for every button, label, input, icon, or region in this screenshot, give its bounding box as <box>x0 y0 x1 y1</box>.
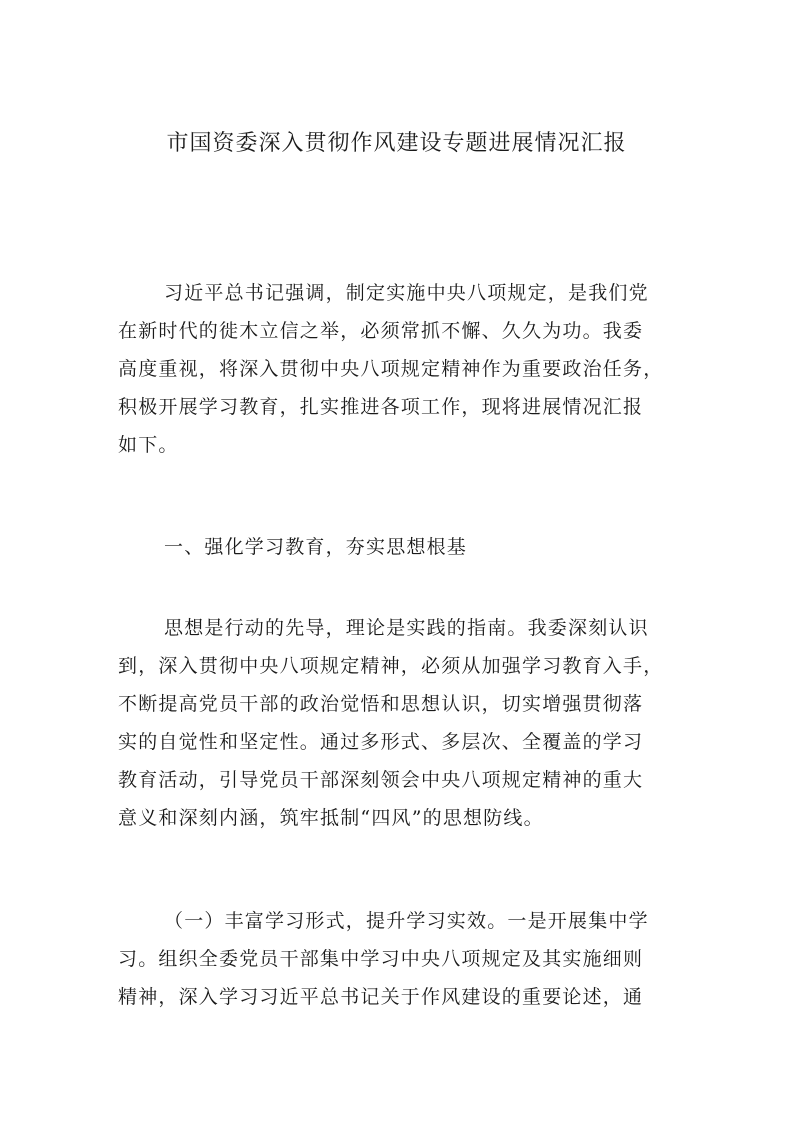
paragraph-line: 积极开展学习教育，扎实推进各项工作，现将进展情况汇报 <box>118 396 644 418</box>
paragraph-line: 实的自觉性和坚定性。通过多形式、多层次、全覆盖的学习 <box>118 731 644 753</box>
paragraph-line: 教育活动，引导党员干部深刻领会中央八项规定精神的重大 <box>118 769 644 791</box>
paragraph-line: 精神，深入学习习近平总书记关于作风建设的重要论述，通 <box>118 986 644 1008</box>
paragraph-line: 习近平总书记强调，制定实施中央八项规定，是我们党 <box>164 282 649 304</box>
section-heading-text: 一、强化学习教育，夯实思想根基 <box>164 536 468 558</box>
intro-paragraph <box>118 274 680 464</box>
paragraph-line: 不断提高党员干部的政治觉悟和思想认识，切实增强贯彻落 <box>118 693 644 715</box>
paragraph-line: 思想是行动的先导，理论是实践的指南。我委深刻认识 <box>164 617 649 639</box>
paragraph-line: 到，深入贯彻中央八项规定精神，必须从加强学习教育入手， <box>118 655 664 677</box>
subsection-paragraph <box>118 902 680 1016</box>
section-1-paragraph <box>118 609 680 837</box>
paragraph-line: 如下。 <box>118 434 179 456</box>
paragraph-line: （一）丰富学习形式，提升学习实效。一是开展集中学 <box>164 910 649 932</box>
paragraph-line: 习。组织全委党员干部集中学习中央八项规定及其实施细则 <box>118 948 644 970</box>
paragraph-line: 意义和深刻内涵，筑牢抵制“四风”的思想防线。 <box>118 807 544 829</box>
paragraph-line: 在新时代的徙木立信之举，必须常抓不懈、久久为功。我委 <box>118 320 644 342</box>
document-title: 市国资委深入贯彻作风建设专题进展情况汇报 <box>166 131 627 156</box>
section-heading-1 <box>118 528 680 566</box>
paragraph-line: 高度重视，将深入贯彻中央八项规定精神作为重要政治任务， <box>118 358 664 380</box>
